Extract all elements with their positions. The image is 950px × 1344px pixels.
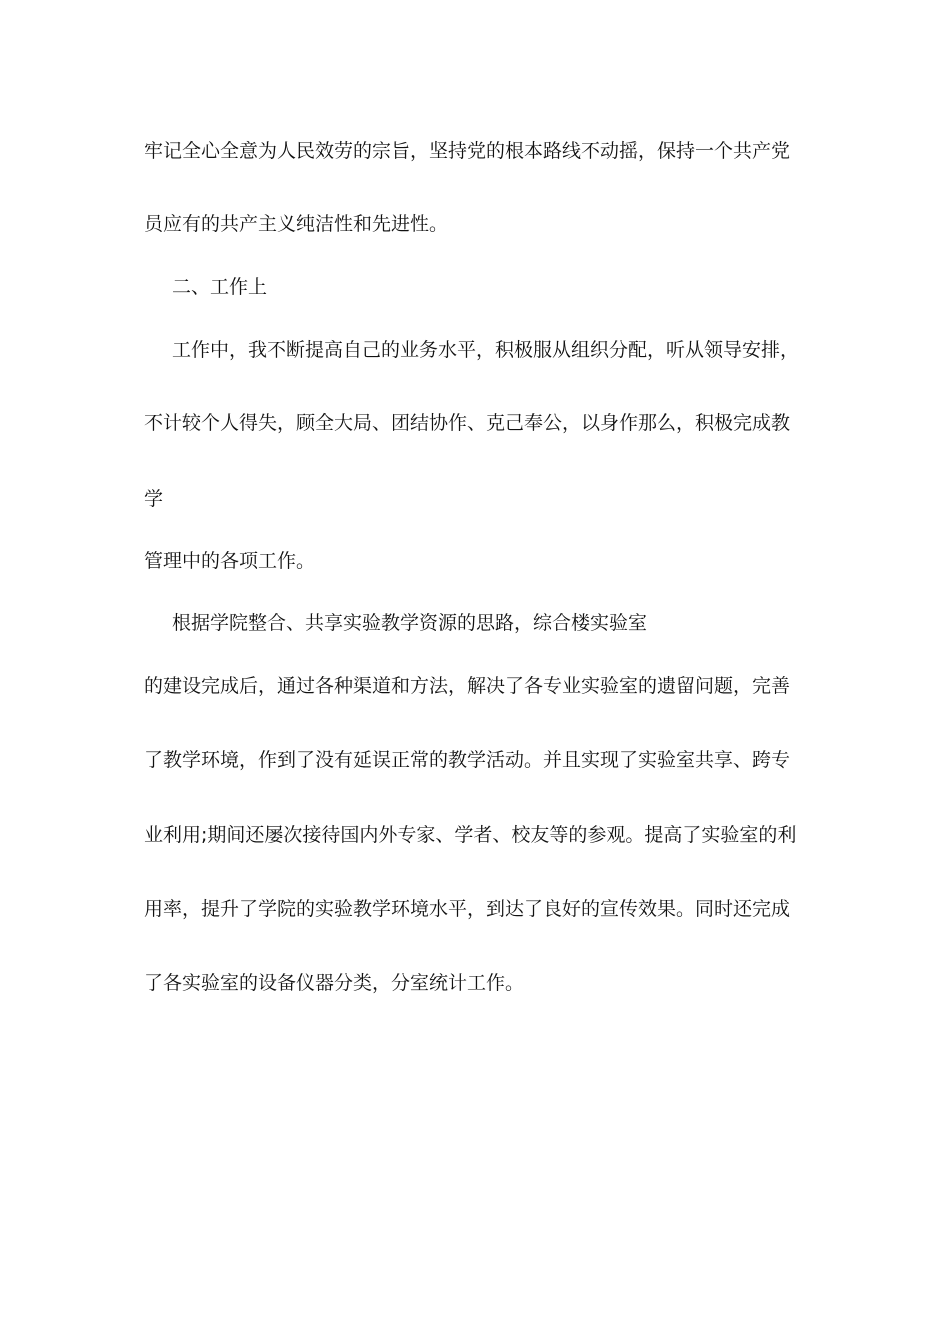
section-heading: 二、工作上 (172, 276, 268, 298)
text-line: 牢记全心全意为人民效劳的宗旨，坚持党的根本路线不动摇，保持一个共产党 (144, 140, 791, 162)
text-line: 了各实验室的设备仪器分类，分室统计工作。 (144, 972, 525, 994)
text-line: 业利用;期间还屡次接待国内外专家、学者、校友等的参观。提高了实验室的利 (144, 824, 797, 846)
text-line: 不计较个人得失，顾全大局、团结协作、克己奉公，以身作那么，积极完成教 (144, 412, 791, 434)
text-line: 根据学院整合、共享实验教学资源的思路，综合楼实验室 (172, 612, 648, 634)
text-line: 工作中，我不断提高自己的业务水平，积极服从组织分配，听从领导安排， (172, 339, 800, 361)
text-line: 员应有的共产主义纯洁性和先进性。 (144, 213, 449, 235)
text-line: 的建设完成后，通过各种渠道和方法，解决了各专业实验室的遗留问题，完善 (144, 675, 791, 697)
text-line: 用率，提升了学院的实验教学环境水平，到达了良好的宣传效果。同时还完成 (144, 898, 791, 920)
text-line: 了教学环境，作到了没有延误正常的教学活动。并且实现了实验室共享、跨专 (144, 749, 791, 771)
text-line: 学 (144, 488, 164, 510)
text-line: 管理中的各项工作。 (144, 550, 316, 572)
